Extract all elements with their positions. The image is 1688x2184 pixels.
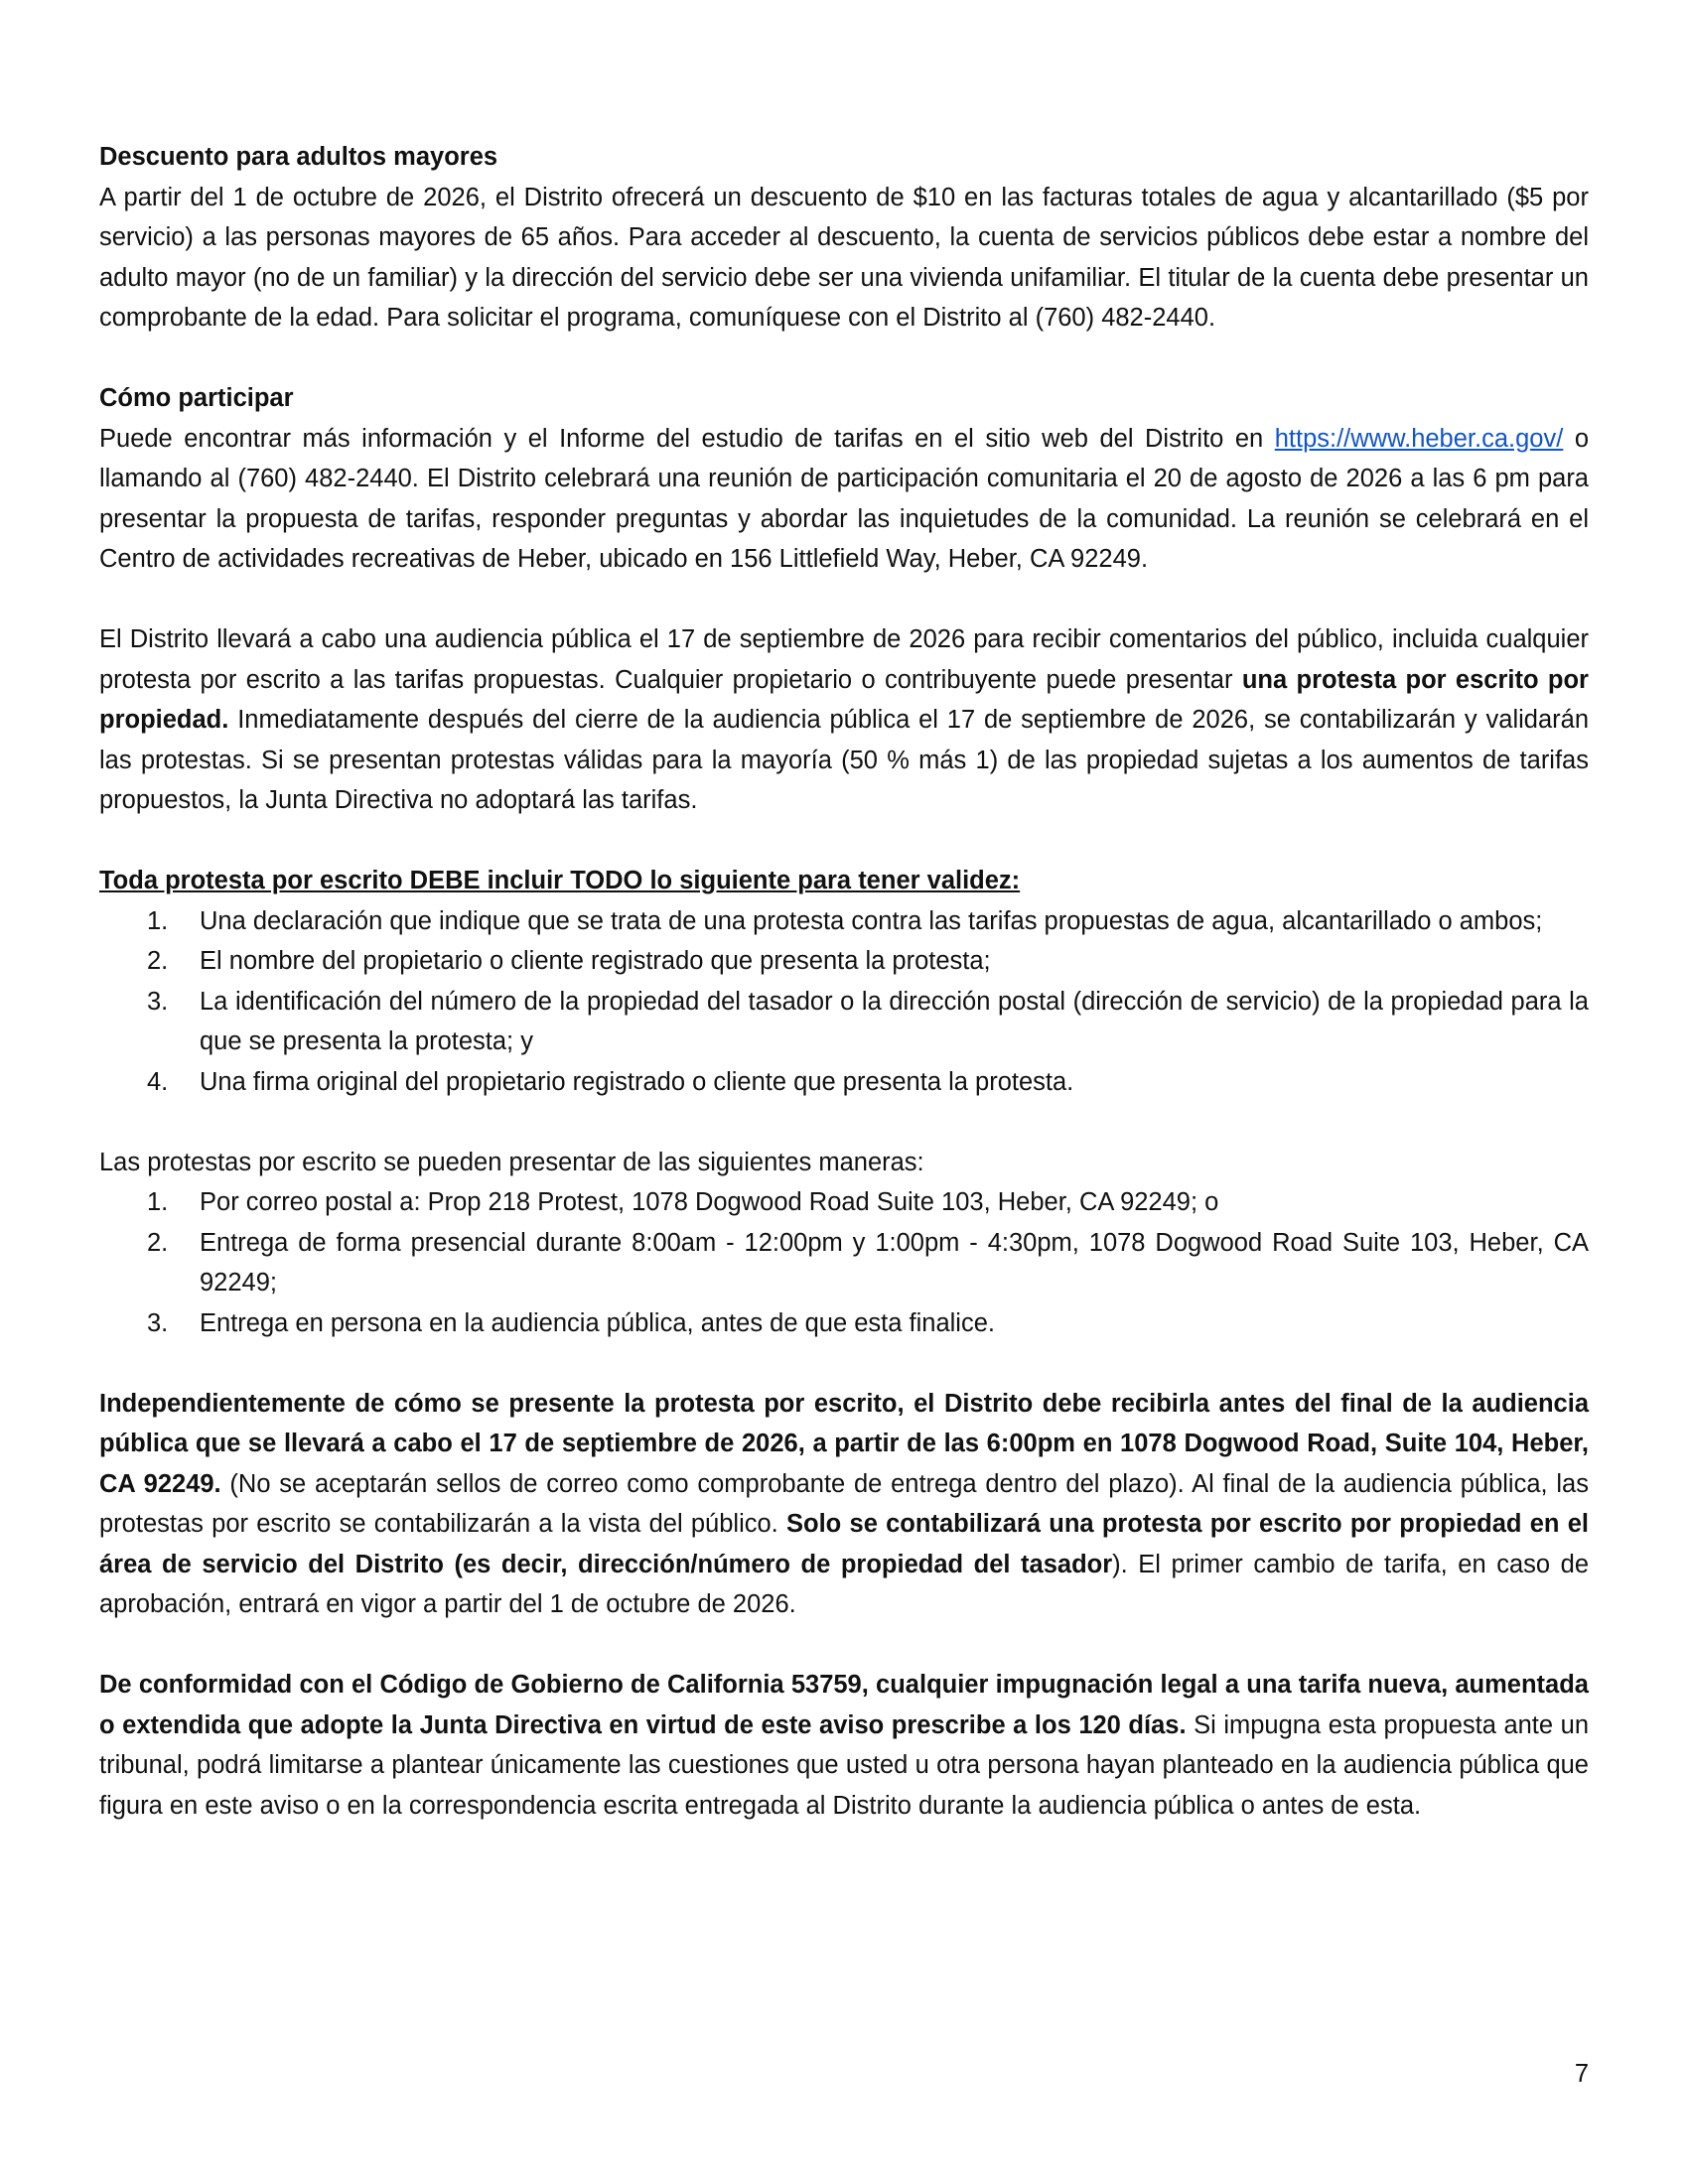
list-item-text: Por correo postal a: Prop 218 Protest, 1078 Dogwood Road Suite 103, Heber, CA 92249; o <box>200 1188 1219 1216</box>
list-item-number: 1. <box>147 1188 169 1216</box>
legal-bold-1: De conformidad con el Código de Gobierno de California 53759, cualquier impugnación legal a una tarifa nueva, aumentada o extendida que adopte la Junta Directiva en virtud de este aviso prescribe a los 120 días. <box>99 1671 1589 1739</box>
legal-paragraph <box>99 1665 1589 1826</box>
participate-body <box>99 419 1589 580</box>
requirements-section <box>99 861 1589 1102</box>
list-item-number: 3. <box>147 1308 169 1337</box>
list-item <box>99 901 1589 942</box>
list-item-text: La identificación del número de la propiedad del tasador o la dirección postal (dirección de servicio) de la propiedad para la que se presenta la protesta; y <box>200 987 1589 1055</box>
hearing-section <box>99 619 1589 821</box>
deadline-section <box>99 1384 1589 1625</box>
deadline-bold-1: Independientemente de cómo se presente la protesta por escrito, el Distrito debe recibirla antes del final de la audiencia pública que se llevará a cabo el 17 de septiembre de 2026, a partir de las 6:00pm en 1078 Dogwood Road, Suite 104, Heber, CA 92249. <box>99 1389 1589 1498</box>
participate-heading: Cómo participar <box>99 384 294 412</box>
senior-discount-body: A partir del 1 de octubre de 2026, el Distrito ofrecerá un descuento de $10 en las facturas totales de agua y alcantarillado ($5 por servicio) a las personas mayores de 65 años. Para acceder al descuento, la cuenta de servicios públicos debe estar a nombre del adulto mayor (no de un familiar) y la dirección del servicio debe ser una vivienda unifamiliar. El titular de la cuenta debe presentar un comprobante de la edad. Para solicitar el programa, comuníquese con el Distrito al (760) 482-2440. <box>99 183 1589 332</box>
deadline-text-1: (No se aceptarán sellos de correo como comprobante de entrega dentro del plazo). Al final de la audiencia pública, las protestas por escrito se contabilizarán a la vista del público. <box>99 1469 1589 1538</box>
list-item-text: Entrega en persona en la audiencia pública, antes de que esta finalice. <box>200 1308 995 1337</box>
list-item-number: 4. <box>147 1067 169 1096</box>
list-item-text: El nombre del propietario o cliente registrado que presenta la protesta; <box>200 947 991 975</box>
participate-section <box>99 378 1589 580</box>
list-item-number: 1. <box>147 906 169 935</box>
list-item-text: Una declaración que indique que se trata de una protesta contra las tarifas propuestas de agua, alcantarillado o ambos; <box>200 906 1543 935</box>
document-page <box>99 137 1589 1826</box>
list-item-text: Entrega de forma presencial durante 8:00am - 12:00pm y 1:00pm - 4:30pm, 1078 Dogwood Road Suite 103, Heber, CA 92249; <box>200 1228 1589 1297</box>
deadline-bold-2: Solo se contabilizará una protesta por escrito por propiedad en el área de servicio del Distrito (es decir, dirección/número de propiedad del tasador <box>99 1510 1589 1578</box>
hearing-bold-1: una protesta por escrito por propiedad. <box>99 665 1589 734</box>
legal-section <box>99 1665 1589 1826</box>
list-item-number: 2. <box>147 947 169 975</box>
requirements-list <box>99 901 1589 1103</box>
participate-details: o llamando al (760) 482-2440. El Distrito celebrará una reunión de participación comunitaria el 20 de agosto de 2026 a las 6 pm para presentar la propuesta de tarifas, responder preguntas y abordar las inquietudes de la comunidad. La reunión se celebrará en el Centro de actividades recreativas de Heber, ubicado en 156 Littlefield Way, Heber, CA 92249. <box>99 424 1590 573</box>
senior-discount-section <box>99 137 1589 339</box>
legal-text-1: Si impugna esta propuesta ante un tribunal, podrá limitarse a plantear únicamente las cuestiones que usted u otra persona hayan planteado en la audiencia pública que figura en este aviso o en la correspondencia escrita entregada al Distrito durante la audiencia pública o antes de esta. <box>99 1710 1589 1820</box>
website-link[interactable]: https://www.heber.ca.gov/ <box>1274 424 1564 453</box>
list-item <box>99 1303 1589 1344</box>
list-item <box>99 982 1589 1062</box>
list-item <box>99 1223 1589 1303</box>
hearing-paragraph <box>99 619 1589 821</box>
participate-intro: Puede encontrar más información y el Informe del estudio de tarifas en el sitio web del Distrito en <box>99 424 1264 453</box>
requirements-heading: Toda protesta por escrito DEBE incluir TODO lo siguiente para tener validez: <box>99 867 1021 894</box>
page-number: 7 <box>1574 2060 1589 2088</box>
list-item <box>99 1062 1589 1103</box>
hearing-text-2: Inmediatamente después del cierre de la audiencia pública el 17 de septiembre de 2026, se contabilizarán y validarán las protestas. Si se presentan protestas válidas para la mayoría (50 % más 1) de las propiedad sujetas a los aumentos de tarifas propuestos, la Junta Directiva no adoptará las tarifas. <box>99 706 1590 814</box>
submission-intro: Las protestas por escrito se pueden presentar de las siguientes maneras: <box>99 1148 924 1176</box>
submission-list <box>99 1182 1589 1343</box>
senior-discount-heading: Descuento para adultos mayores <box>99 143 498 171</box>
hearing-text-1: El Distrito llevará a cabo una audiencia pública el 17 de septiembre de 2026 para recibir comentarios del público, incluida cualquier protesta por escrito a las tarifas propuestas. Cualquier propietario o contribuyente puede presentar <box>99 625 1589 694</box>
list-item <box>99 941 1589 982</box>
list-item-number: 3. <box>147 987 169 1016</box>
list-item <box>99 1182 1589 1223</box>
deadline-text-2: ). El primer cambio de tarifa, en caso de aprobación, entrará en vigor a partir del 1 de octubre de 2026. <box>99 1550 1589 1618</box>
list-item-number: 2. <box>147 1228 169 1257</box>
list-item-text: Una firma original del propietario registrado o cliente que presenta la protesta. <box>200 1067 1074 1096</box>
submission-section <box>99 1143 1589 1344</box>
deadline-paragraph <box>99 1384 1589 1625</box>
